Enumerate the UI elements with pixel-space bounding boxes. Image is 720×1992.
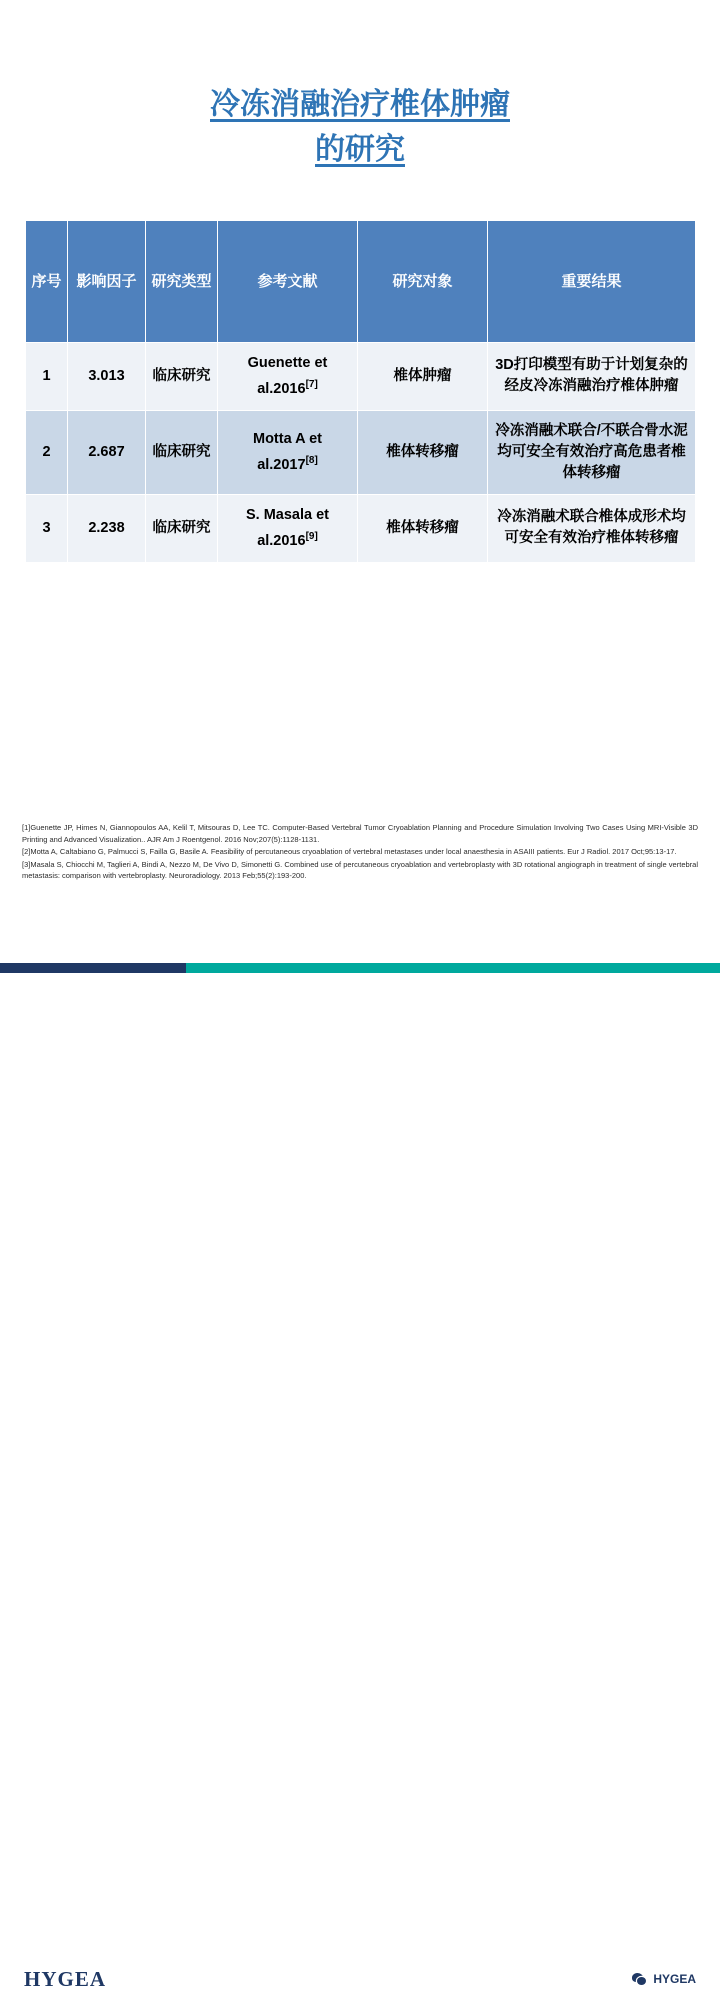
cell-result: 3D打印模型有助于计划复杂的经皮冷冻消融治疗椎体肿瘤 <box>488 343 696 411</box>
accent-bar-teal-segment <box>186 963 720 973</box>
table-header-row <box>26 221 696 343</box>
reference-text: S. Masala et al.2016 <box>245 506 329 549</box>
cell-subject: 椎体转移瘤 <box>358 494 488 562</box>
footer-accent-bar <box>0 963 720 973</box>
wechat-icon <box>632 1973 647 1986</box>
cell-study-type: 临床研究 <box>146 410 218 494</box>
cell-subject: 椎体转移瘤 <box>358 410 488 494</box>
cell-study-type: 临床研究 <box>146 343 218 411</box>
column-header-impact-factor: 影响因子 <box>68 221 146 343</box>
footnotes <box>22 822 698 883</box>
brand-logo-text: HYGEA <box>24 1967 107 1991</box>
column-header-index: 序号 <box>26 221 68 343</box>
page-title-line-1: 冷冻消融治疗椎体肿瘤 <box>210 88 510 121</box>
column-header-result: 重要结果 <box>488 221 696 343</box>
wechat-account-label: HYGEA <box>653 1972 696 1986</box>
column-header-reference: 参考文献 <box>218 221 358 343</box>
column-header-subject: 研究对象 <box>358 221 488 343</box>
studies-table <box>25 220 696 563</box>
page-title-line-2: 的研究 <box>315 133 405 166</box>
cell-impact-factor: 2.238 <box>68 494 146 562</box>
cell-reference <box>218 410 358 494</box>
accent-bar-navy-segment <box>0 963 186 973</box>
page-title <box>0 82 720 172</box>
cell-index: 3 <box>26 494 68 562</box>
cell-reference <box>218 343 358 411</box>
cell-impact-factor: 3.013 <box>68 343 146 411</box>
reference-superscript: [7] <box>305 379 318 390</box>
cell-result: 冷冻消融术联合/不联合骨水泥均可安全有效治疗高危患者椎体转移瘤 <box>488 410 696 494</box>
wechat-account <box>632 1972 696 1986</box>
cell-index: 2 <box>26 410 68 494</box>
cell-result: 冷冻消融术联合椎体成形术均可安全有效治疗椎体转移瘤 <box>488 494 696 562</box>
column-header-study-type: 研究类型 <box>146 221 218 343</box>
footnote-item: [2]Motta A, Caltabiano G, Palmucci S, Failla G, Basile A. Feasibility of percutaneous cryoablation of vertebral metastases under local anaesthesia in ASAIII patients. Eur J Radiol. 2017 Oct;95:13-17. <box>22 847 677 856</box>
reference-text: Motta A et al.2017 <box>252 430 322 473</box>
cell-reference <box>218 494 358 562</box>
cell-impact-factor: 2.687 <box>68 410 146 494</box>
reference-text: Guenette et al.2016 <box>247 355 328 397</box>
table-row <box>26 410 696 494</box>
cell-subject: 椎体肿瘤 <box>358 343 488 411</box>
table-row <box>26 494 696 562</box>
reference-superscript: [9] <box>305 530 318 542</box>
cell-study-type: 临床研究 <box>146 494 218 562</box>
footer <box>0 973 720 1991</box>
cell-index: 1 <box>26 343 68 411</box>
footnote-item: [3]Masala S, Chiocchi M, Taglieri A, Bindi A, Nezzo M, De Vivo D, Simonetti G. Combined use of percutaneous cryoablation and vertebroplasty with 3D rotational angiograph in treatment of single vertebral metastasis: comparison with vertebroplasty. Neuroradiology. 2013 Feb;55(2):193-200. <box>22 859 698 880</box>
reference-superscript: [8] <box>305 454 318 466</box>
table-row <box>26 343 696 411</box>
footnote-item: [1]Guenette JP, Himes N, Giannopoulos AA, Kelil T, Mitsouras D, Lee TC. Computer-Based Vertebral Tumor Cryoablation Planning and Procedure Simulation Involving Two Cases Using MRI-Visible 3D Printing and Advanced Visualization.. AJR Am J Roentgenol. 2016 Nov;207(5):1128-1131. <box>22 823 698 844</box>
